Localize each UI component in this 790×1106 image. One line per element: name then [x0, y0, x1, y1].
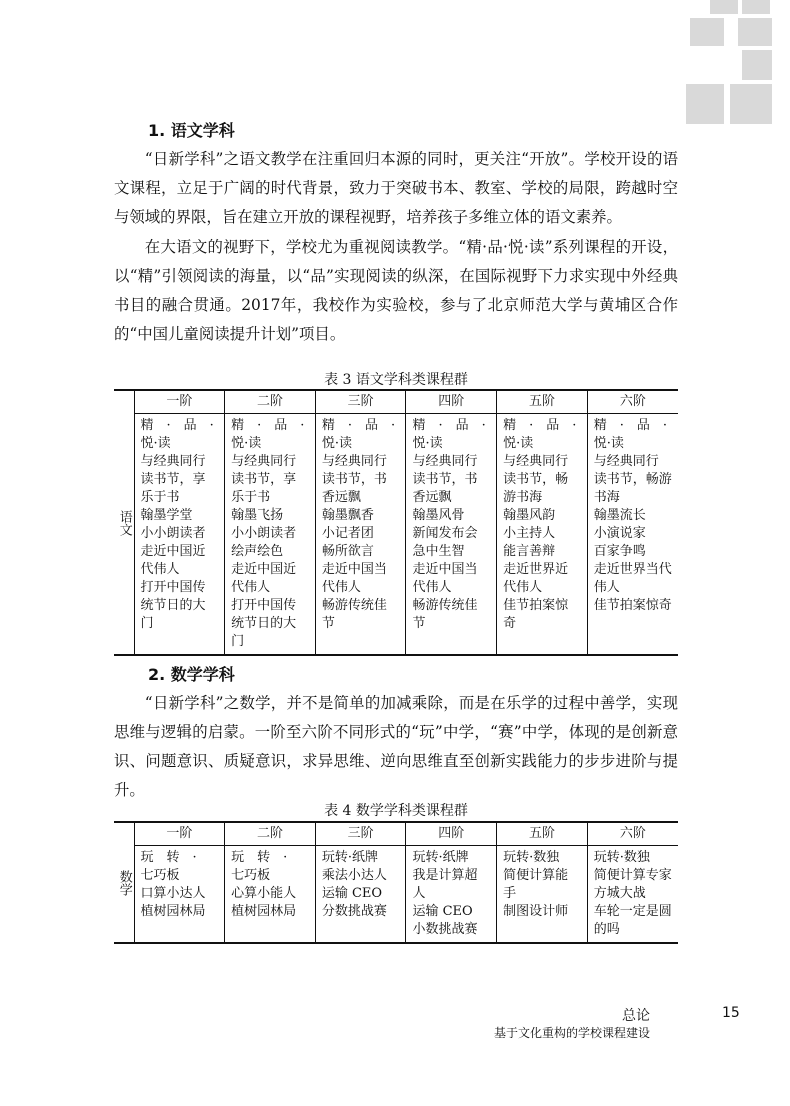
course-item: 翰墨飘香 [321, 508, 374, 523]
course-item: 精 · 品 · [231, 418, 305, 433]
course-item: 精 · 品 · [140, 418, 214, 433]
course-item: 简便计算能手 [503, 868, 569, 901]
column-header: 三阶 [315, 822, 406, 846]
course-item: 植树园林局 [140, 904, 206, 919]
course-item: 小演说家 [593, 526, 646, 541]
course-item: 玩转·数独 [503, 850, 560, 865]
course-item: 畅游传统佳节 [412, 598, 478, 631]
table-caption: 表 4 数学学科类课程群 [324, 803, 468, 819]
table-cell [315, 414, 406, 656]
course-item: 悦·读 [140, 436, 171, 451]
course-item: 打开中国传统节日的大门 [231, 598, 297, 649]
paragraph: “日新学科”之语文教学在注重回归本源的同时，更关注“开放”。学校开设的语文课程，立足于广阔的时代背景，致力于突破书本、教室、学校的局限，跨越时空与领域的界限，旨在建立开放的课程视野，培养孩子多维立体的语文素养。 [114, 150, 678, 226]
corner-decoration [730, 84, 772, 124]
course-item: 小数挑战赛 [412, 922, 478, 937]
table-row [114, 846, 678, 944]
column-header: 三阶 [315, 390, 406, 414]
course-item: 乘法小达人 [321, 868, 387, 883]
table-cell [587, 414, 678, 656]
table-cell [134, 414, 225, 656]
course-item: 读书节，书香远飘 [321, 472, 387, 505]
table-caption: 表 3 语文学科类课程群 [324, 372, 468, 388]
math-course-table [114, 821, 678, 944]
course-item: 运输 CEO [321, 886, 383, 901]
subject-label: 语文 [114, 390, 134, 655]
course-item: 读书节，畅游书海 [503, 472, 569, 505]
table-row [114, 414, 678, 656]
course-item: 玩转·纸牌 [412, 850, 469, 865]
course-item: 读书节，享乐于书 [140, 472, 206, 505]
course-item: 小小朗读者 [140, 526, 206, 541]
course-item: 读书节，畅游书海 [593, 472, 672, 505]
course-item: 与经典同行 [321, 454, 387, 469]
course-item: 读书节，享乐于书 [231, 472, 297, 505]
course-item: 走近中国近代伟人 [231, 562, 297, 595]
course-item: 走近中国当代伟人 [412, 562, 478, 595]
table-cell [497, 846, 588, 944]
course-item: 新闻发布会 [412, 526, 478, 541]
table-cell [225, 414, 316, 656]
course-item: 小主持人 [503, 526, 556, 541]
course-item: 走近世界近代伟人 [503, 562, 569, 595]
column-header: 四阶 [406, 822, 497, 846]
chinese-course-table [114, 389, 678, 656]
course-item: 口算小达人 [140, 886, 206, 901]
column-header: 五阶 [497, 822, 588, 846]
paragraph: “日新学科”之数学，并不是简单的加减乘除，而是在乐学的过程中善学，实现思维与逻辑的启蒙。一阶至六阶不同形式的“玩”中学，“赛”中学，体现的是创新意识、问题意识、质疑意识，求异思维、逆向思维直至创新实践能力的步步进阶与提升。 [114, 694, 678, 799]
column-header: 六阶 [587, 390, 678, 414]
column-header: 一阶 [134, 390, 225, 414]
course-item: 精 · 品 · [503, 418, 577, 433]
corner-decoration [710, 0, 738, 14]
course-item: 植树园林局 [231, 904, 297, 919]
table-header-row [114, 822, 678, 846]
table-header-row [114, 390, 678, 414]
course-item: 车轮一定是圆的吗 [593, 904, 672, 937]
table-cell [406, 846, 497, 944]
course-item: 玩 转 · 七巧板 [231, 850, 301, 883]
course-item: 精 · 品 · [593, 418, 668, 433]
course-item: 运输 CEO [412, 904, 473, 919]
course-item: 精 · 品 · [321, 418, 396, 433]
column-header: 一阶 [134, 822, 225, 846]
course-item: 读书节，书香远飘 [412, 472, 478, 505]
column-header: 四阶 [406, 390, 497, 414]
course-item: 悦·读 [412, 436, 443, 451]
subject-label: 数学 [114, 822, 134, 943]
course-item: 翰墨风韵 [503, 508, 556, 523]
course-item: 与经典同行 [140, 454, 206, 469]
course-item: 悦·读 [503, 436, 534, 451]
course-item: 制图设计师 [503, 904, 569, 919]
course-item: 翰墨飞扬 [231, 508, 284, 523]
paragraph: 在大语文的视野下，学校尤为重视阅读教学。“精·品·悦·读”系列课程的开设，以“精”引领阅读的海量，以“品”实现阅读的纵深，在国际视野下力求实现中外经典书目的融合贯通。2017年，我校作为实验校，参与了北京师范大学与黄埔区合作的“中国儿童阅读提升计划”项目。 [114, 238, 678, 343]
section-heading-chinese: 1. 语文学科 [148, 121, 235, 140]
column-header: 二阶 [225, 822, 316, 846]
table-cell [497, 414, 588, 656]
course-item: 心算小能人 [231, 886, 297, 901]
course-item: 急中生智 [412, 544, 465, 559]
footer-title: 总论 [622, 1008, 650, 1024]
table-cell [134, 846, 225, 944]
corner-decoration [690, 18, 724, 46]
course-item: 绘声绘色 [231, 544, 284, 559]
course-item: 分数挑战赛 [321, 904, 387, 919]
course-item: 打开中国传统节日的大门 [140, 580, 206, 631]
course-item: 翰墨风骨 [412, 508, 465, 523]
course-item: 悦·读 [593, 436, 624, 451]
course-item: 能言善辩 [503, 544, 556, 559]
course-item: 悦·读 [321, 436, 352, 451]
section-heading-math: 2. 数学学科 [148, 665, 235, 684]
course-item: 方城大战 [593, 886, 646, 901]
course-item: 佳节拍案惊奇 [593, 598, 672, 613]
table-cell [225, 846, 316, 944]
corner-decoration [742, 50, 772, 80]
column-header: 二阶 [225, 390, 316, 414]
footer-subtitle: 基于文化重构的学校课程建设 [493, 1026, 650, 1040]
course-item: 与经典同行 [412, 454, 478, 469]
course-item: 小记者团 [321, 526, 374, 541]
page-number: 15 [722, 1005, 740, 1021]
table-cell [406, 414, 497, 656]
course-item: 与经典同行 [593, 454, 659, 469]
course-item: 与经典同行 [231, 454, 297, 469]
course-item: 简便计算专家 [593, 868, 672, 883]
course-item: 畅游传统佳节 [321, 598, 387, 631]
course-item: 悦·读 [231, 436, 262, 451]
course-item: 百家争鸣 [593, 544, 646, 559]
table-cell [315, 846, 406, 944]
column-header: 五阶 [497, 390, 588, 414]
course-item: 玩转·数独 [593, 850, 650, 865]
course-item: 与经典同行 [503, 454, 569, 469]
course-item: 小小朗读者 [231, 526, 297, 541]
course-item: 玩转·纸牌 [321, 850, 378, 865]
course-item: 走近中国当代伟人 [321, 562, 387, 595]
course-item: 佳节拍案惊奇 [503, 598, 569, 631]
course-item: 精 · 品 · [412, 418, 486, 433]
corner-decoration [738, 18, 772, 46]
course-item: 畅所欲言 [321, 544, 374, 559]
course-item: 翰墨学堂 [140, 508, 193, 523]
table-cell [587, 846, 678, 944]
column-header: 六阶 [587, 822, 678, 846]
corner-decoration [742, 0, 770, 14]
corner-decoration [686, 84, 724, 124]
course-item: 走近世界当代伟人 [593, 562, 672, 595]
course-item: 翰墨流长 [593, 508, 646, 523]
course-item: 我是计算超人 [412, 868, 478, 901]
course-item: 玩 转 · 七巧板 [140, 850, 210, 883]
course-item: 走近中国近代伟人 [140, 544, 206, 577]
